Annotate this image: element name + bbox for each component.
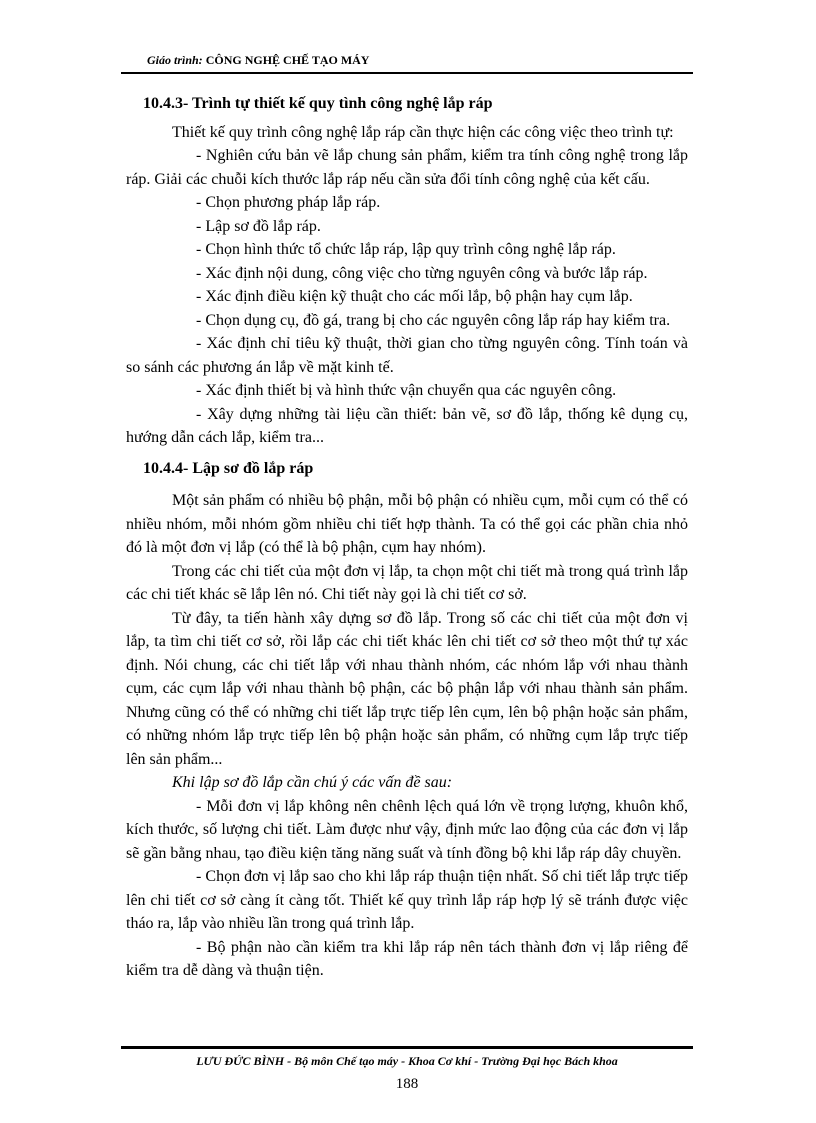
section-intro: Thiết kế quy trình công nghệ lắp ráp cần thực hiện các công việc theo trình tự: (172, 123, 674, 141)
step-item: - Nghiên cứu bản vẽ lắp chung sản phẩm, kiểm tra tính công nghệ trong lắp ráp. Giải các chuỗi kích thước lắp ráp nếu cần sửa đổi tính công nghệ của kết cấu. (126, 147, 688, 188)
header-rule (121, 72, 693, 74)
step-item: - Xác định thiết bị và hình thức vận chuyển qua các nguyên công. (196, 382, 617, 399)
body-paragraph: Trong các chi tiết của một đơn vị lắp, ta chọn một chi tiết mà trong quá trình lắp các chi tiết khác sẽ lắp lên nó. Chi tiết này gọi là chi tiết cơ sở. (126, 562, 688, 603)
note-intro: Khi lập sơ đồ lắp cần chú ý các vấn đề sau: (172, 774, 453, 791)
step-item: - Chọn phương pháp lắp ráp. (196, 194, 381, 211)
body-paragraph: Từ đây, ta tiến hành xây dựng sơ đồ lắp. Trong số các chi tiết của một đơn vị lắp, ta tìm chi tiết cơ sở, rồi lắp các chi tiết khác lên chi tiết cơ sở theo một thứ tự xác định. Nói chung, các chi tiết lắp với nhau thành nhóm, các nhóm lắp với nhau thành cụm, các cụm lắp với nhau thành bộ phận, các bộ phận lắp với nhau thành sản phẩm. Nhưng cũng có thể có những chi tiết lắp trực tiếp lên cụm, lên bộ phận hoặc sản phẩm, có những nhóm lắp trực tiếp lên bộ phận hoặc sản phẩm, có những cụm lắp trực tiếp lên sản phẩm... (126, 609, 688, 768)
note-item: - Chọn đơn vị lắp sao cho khi lắp ráp thuận tiện nhất. Số chi tiết lắp trực tiếp lên chi tiết cơ sở càng ít càng tốt. Thiết kế quy trình lắp ráp hợp lý sẽ tránh được việc tháo ra, lắp vào nhiều lần trong quá trình lắp. (126, 868, 688, 932)
running-header (147, 53, 369, 68)
header-label: Giáo trình: (147, 53, 203, 67)
section-heading-10-4-3: 10.4.3- Trình tự thiết kế quy tình công nghệ lắp ráp (143, 95, 493, 112)
step-item: - Xác định nội dung, công việc cho từng nguyên công và bước lắp ráp. (196, 264, 648, 282)
note-item: - Mỗi đơn vị lắp không nên chênh lệch quá lớn về trọng lượng, khuôn khổ, kích thước, số lượng chi tiết. Làm được như vậy, định mức lao động của các đơn vị lắp sẽ gần bằng nhau, tạo điều kiện tăng năng suất và tính đồng bộ khi lắp ráp dây chuyền. (126, 797, 688, 862)
page-number: 188 (395, 1076, 419, 1092)
body-paragraph: Một sản phẩm có nhiều bộ phận, mỗi bộ phận có nhiều cụm, mỗi cụm có thể có nhiều nhóm, mỗi nhóm gồm nhiều chi tiết hợp thành. Ta có thể gọi các phần chia nhỏ đó là một đơn vị lắp (có thể là bộ phận, cụm hay nhóm). (126, 492, 688, 556)
step-item: - Xây dựng những tài liệu cần thiết: bản vẽ, sơ đồ lắp, thống kê dụng cụ, hướng dẫn cách lắp, kiểm tra... (126, 405, 688, 446)
step-item: - Xác định điều kiện kỹ thuật cho các mối lắp, bộ phận hay cụm lắp. (196, 288, 633, 305)
step-item: - Chọn dụng cụ, đồ gá, trang bị cho các nguyên công lắp ráp hay kiểm tra. (196, 311, 671, 329)
footer-author: LƯU ĐỨC BÌNH - Bộ môn Chế tạo máy - Khoa Cơ khí - Trường Đại học Bách khoa (196, 1054, 618, 1068)
step-item: - Chọn hình thức tổ chức lắp ráp, lập quy trình công nghệ lắp ráp. (196, 241, 616, 258)
step-item: - Xác định chỉ tiêu kỹ thuật, thời gian cho từng nguyên công. Tính toán và so sánh các phương án lắp về mặt kinh tế. (126, 335, 688, 376)
note-item: - Bộ phận nào cần kiểm tra khi lắp ráp nên tách thành đơn vị lắp riêng để kiểm tra dễ dàng và thuận tiện. (126, 938, 688, 979)
step-item: - Lập sơ đồ lắp ráp. (196, 217, 321, 235)
footer-rule (121, 1046, 693, 1049)
header-book-title: CÔNG NGHỆ CHẾ TẠO MÁY (205, 53, 370, 67)
page-body (126, 92, 688, 983)
section-heading-10-4-4: 10.4.4- Lập sơ đồ lắp ráp (143, 459, 314, 477)
